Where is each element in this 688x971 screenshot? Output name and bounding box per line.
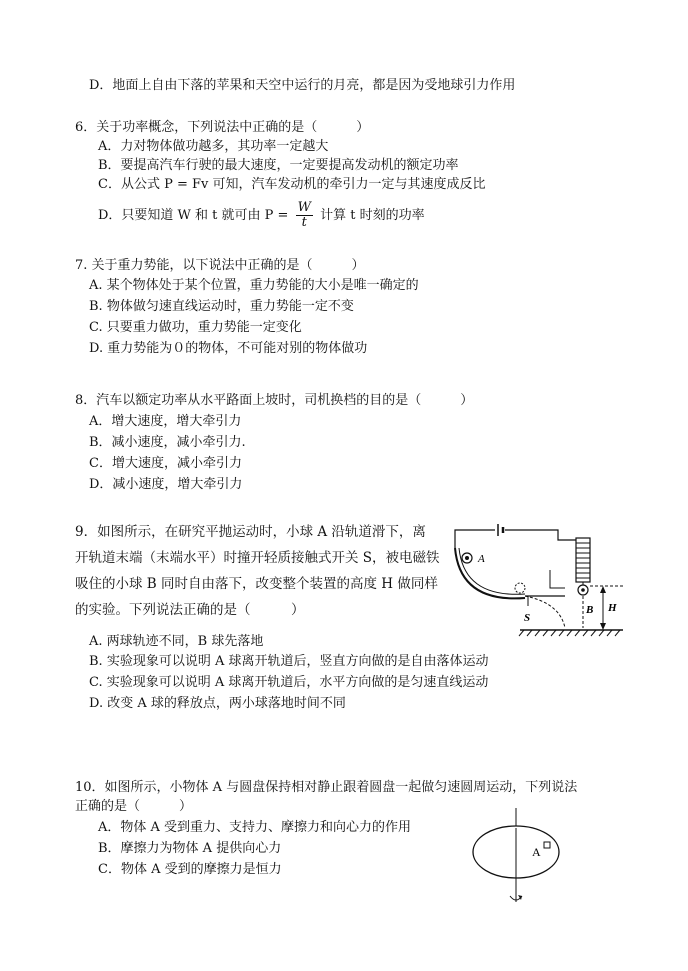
q6-formula-numerator: W bbox=[297, 200, 311, 215]
q7-option-a: A. 某个物体处于某个位置，重力势能的大小是唯一确定的 bbox=[89, 278, 419, 293]
q10-stem-line-1: 10．如图所示，小物体 A 与圆盘保持相对静止跟着圆盘一起做匀速圆周运动，下列说法 bbox=[75, 780, 578, 795]
q9-projectile-apparatus-figure bbox=[440, 518, 630, 648]
q8-option-c: C．增大速度，减小牵引力 bbox=[89, 456, 242, 471]
q9-option-c: C. 实验现象可以说明 A 球离开轨道后，水平方向做的是匀速直线运动 bbox=[89, 675, 489, 690]
q6-option-c: C．从公式 P = Fv 可知，汽车发动机的牵引力一定与其速度成反比 bbox=[98, 177, 486, 192]
q9-fig-label-h: H bbox=[608, 602, 617, 614]
q6-option-d-pre: D．只要知道 W 和 t 就可由 P = bbox=[98, 208, 289, 223]
q10-option-a: A．物体 A 受到重力、支持力、摩擦力和向心力的作用 bbox=[98, 820, 412, 835]
q9-stem-line-3: 吸住的小球 B 同时自由落下，改变整个装置的高度 H 做同样 bbox=[75, 576, 438, 592]
q9-stem-line-1: 9．如图所示，在研究平抛运动时，小球 A 沿轨道滑下，离 bbox=[75, 524, 426, 540]
q7-option-c: C. 只要重力做功，重力势能一定变化 bbox=[89, 320, 302, 335]
q6-formula-fraction bbox=[296, 201, 313, 230]
q10-option-c: C．物体 A 受到的摩擦力是恒力 bbox=[98, 862, 282, 877]
q8-option-d: D．减小速度，增大牵引力 bbox=[89, 477, 243, 492]
q8-option-a: A．增大速度，增大牵引力 bbox=[89, 414, 242, 429]
q10-option-b: B．摩擦力为物体 A 提供向心力 bbox=[98, 841, 282, 856]
q10-fig-label-a: A bbox=[532, 845, 541, 859]
q9-fig-label-b: B bbox=[586, 604, 594, 616]
q6-option-b: B．要提高汽车行驶的最大速度，一定要提高发动机的额定功率 bbox=[98, 158, 459, 173]
q9-stem-line-4: 的实验。下列说法正确的是（ ） bbox=[75, 602, 305, 618]
q9-option-b: B. 实验现象可以说明 A 球离开轨道后，竖直方向做的是自由落体运动 bbox=[89, 654, 489, 669]
q6-stem: 6．关于功率概念，下列说法中正确的是（ ） bbox=[75, 120, 370, 135]
q6-option-d-post: 计算 t 时刻的功率 bbox=[320, 208, 425, 223]
q9-stem-line-2: 开轨道末端（末端水平）时撞开轻质接触式开关 S，被电磁铁 bbox=[75, 550, 440, 566]
q6-formula-denominator: t bbox=[301, 215, 307, 230]
q8-stem: 8．汽车以额定功率从水平路面上坡时，司机换档的目的是（ ） bbox=[75, 393, 474, 408]
q7-option-b: B. 物体做匀速直线运动时，重力势能一定不变 bbox=[89, 299, 354, 314]
q5-option-d: D．地面上自由下落的苹果和天空中运行的月亮，都是因为受地球引力作用 bbox=[89, 78, 516, 93]
q10-rotating-disc-figure bbox=[466, 806, 576, 906]
q9-fig-label-s: S bbox=[524, 612, 531, 624]
q9-fig-label-a: A bbox=[478, 553, 485, 565]
q10-stem-line-2: 正确的是（ ） bbox=[75, 799, 193, 814]
q9-option-d: D. 改变 A 球的释放点，两小球落地时间不同 bbox=[89, 696, 346, 711]
q9-option-a: A. 两球轨迹不同，B 球先落地 bbox=[89, 634, 264, 649]
q7-stem: 7. 关于重力势能，以下说法中正确的是（ ） bbox=[75, 258, 365, 273]
q8-option-b: B．减小速度，减小牵引力. bbox=[89, 435, 246, 450]
q6-option-a: A．力对物体做功越多，其功率一定越大 bbox=[98, 139, 329, 154]
q7-option-d: D. 重力势能为０的物体，不可能对别的物体做功 bbox=[89, 341, 368, 356]
q6-option-d bbox=[98, 201, 425, 230]
